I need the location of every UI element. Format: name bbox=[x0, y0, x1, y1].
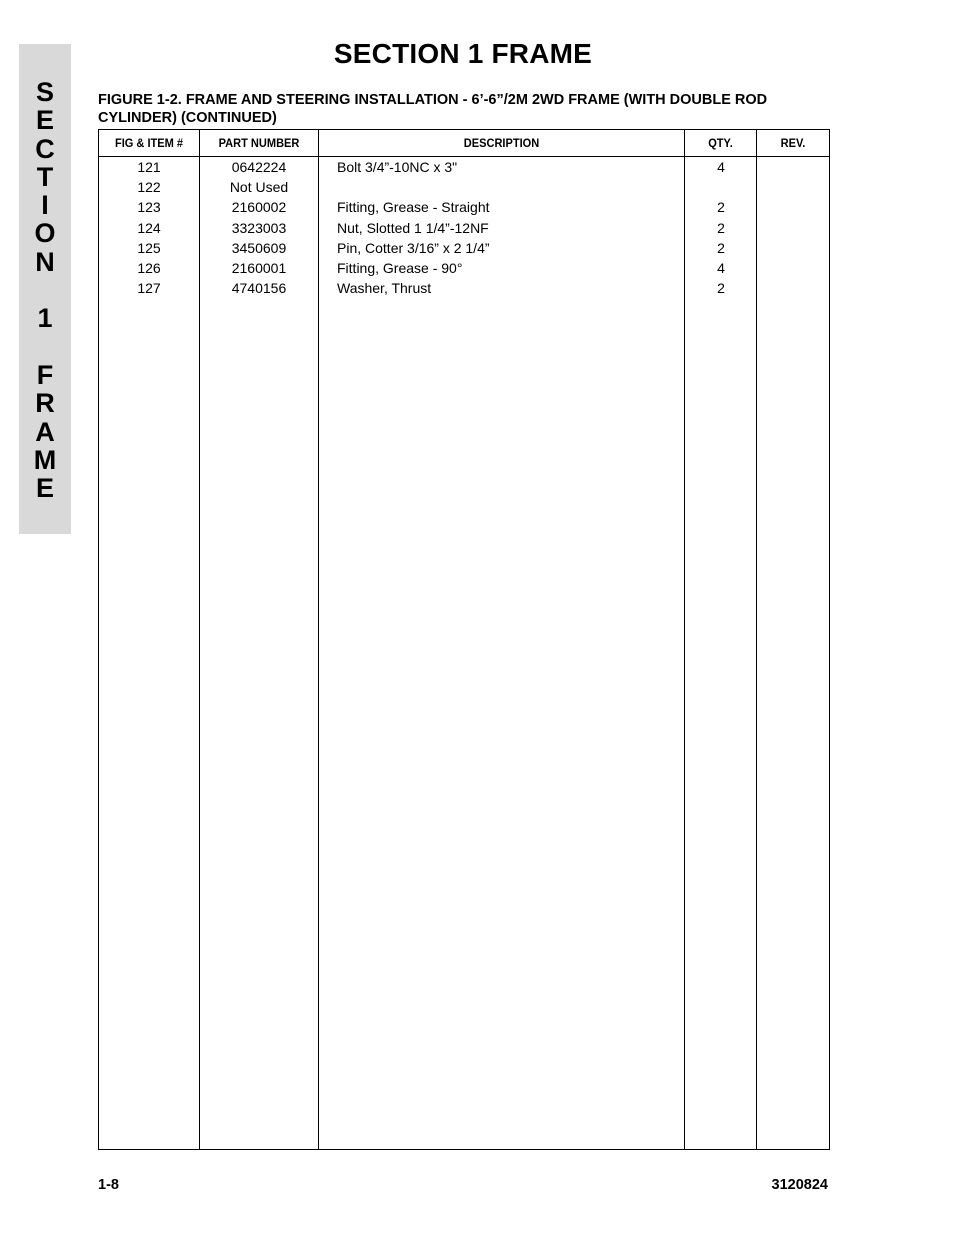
cell-fig-item: 127 bbox=[137, 280, 161, 297]
cell-qty: 2 bbox=[717, 280, 725, 297]
cell-rev bbox=[757, 177, 829, 197]
cell-description: Nut, Slotted 1 1/4”-12NF bbox=[337, 219, 489, 236]
table-row bbox=[99, 157, 829, 177]
header-part-number: PART NUMBER bbox=[218, 136, 300, 150]
table-row bbox=[99, 177, 829, 197]
header-rev: REV. bbox=[780, 136, 806, 150]
side-tab-letter: T bbox=[36, 161, 54, 192]
cell-qty: 4 bbox=[717, 159, 725, 175]
side-tab-letter: S bbox=[35, 77, 54, 107]
cell-part-number: 4740156 bbox=[231, 280, 287, 297]
cell-rev bbox=[757, 197, 829, 217]
side-tab-letters bbox=[19, 78, 71, 502]
parts-table bbox=[98, 129, 830, 1150]
side-tab-letter: I bbox=[41, 190, 49, 221]
side-tab-letter: N bbox=[35, 246, 55, 277]
header-qty: QTY. bbox=[708, 136, 733, 150]
cell-part-number: Not Used bbox=[229, 179, 289, 196]
table-body bbox=[99, 157, 829, 298]
side-tab-letter: O bbox=[34, 218, 56, 249]
table-row bbox=[99, 197, 829, 217]
side-tab-letter: 1 bbox=[37, 303, 53, 334]
side-tab-letter: E bbox=[35, 473, 54, 504]
cell-qty: 2 bbox=[717, 199, 725, 216]
cell-fig-item: 126 bbox=[137, 259, 161, 276]
cell-rev bbox=[757, 278, 829, 298]
cell-rev bbox=[757, 258, 829, 278]
header-description: DESCRIPTION bbox=[463, 136, 540, 150]
table-row bbox=[99, 258, 829, 278]
table-row bbox=[99, 238, 829, 258]
cell-qty bbox=[686, 177, 756, 197]
cell-fig-item: 123 bbox=[137, 199, 161, 216]
cell-description: Pin, Cotter 3/16” x 2 1/4” bbox=[337, 239, 490, 256]
cell-part-number: 2160001 bbox=[231, 259, 287, 276]
table-row bbox=[99, 218, 829, 238]
cell-part-number: 3323003 bbox=[231, 219, 287, 236]
cell-part-number: 2160002 bbox=[231, 199, 287, 216]
side-tab-letter: C bbox=[35, 133, 55, 164]
cell-rev bbox=[757, 238, 829, 258]
side-tab-letter: E bbox=[35, 105, 54, 136]
cell-rev bbox=[757, 218, 829, 238]
cell-fig-item: 124 bbox=[137, 219, 161, 236]
cell-part-number: 3450609 bbox=[231, 239, 287, 256]
cell-part-number: 0642224 bbox=[231, 159, 287, 175]
cell-qty: 4 bbox=[717, 259, 725, 276]
figure-title bbox=[98, 91, 838, 127]
cell-rev bbox=[757, 157, 829, 177]
cell-qty: 2 bbox=[717, 239, 725, 256]
section-side-tab bbox=[19, 44, 71, 534]
cell-fig-item: 121 bbox=[137, 159, 161, 175]
side-tab-letter: M bbox=[33, 444, 57, 475]
document-number: 3120824 bbox=[771, 1177, 828, 1193]
cell-description: Fitting, Grease - 90° bbox=[337, 259, 463, 276]
side-tab-letter: R bbox=[35, 388, 55, 419]
cell-qty: 2 bbox=[717, 219, 725, 236]
cell-description: Bolt 3/4”-10NC x 3" bbox=[337, 159, 458, 175]
cell-description: Fitting, Grease - Straight bbox=[337, 199, 490, 216]
cell-description: Washer, Thrust bbox=[337, 280, 432, 297]
cell-fig-item: 125 bbox=[137, 239, 161, 256]
side-tab-letter: F bbox=[36, 359, 54, 390]
header-fig-item: FIG & ITEM # bbox=[114, 136, 184, 150]
figure-title-line-1: FIGURE 1-2. FRAME AND STEERING INSTALLATION - 6’-6”/2M 2WD FRAME (WITH DOUBLE ROD bbox=[98, 92, 768, 108]
page-number: 1-8 bbox=[98, 1177, 119, 1193]
cell-description bbox=[337, 177, 677, 197]
figure-title-line-2: CYLINDER) (CONTINUED) bbox=[98, 110, 277, 126]
table-row bbox=[99, 278, 829, 298]
side-tab-letter: A bbox=[35, 416, 55, 447]
cell-fig-item: 122 bbox=[137, 179, 161, 196]
page-title: SECTION 1 FRAME bbox=[333, 38, 593, 69]
